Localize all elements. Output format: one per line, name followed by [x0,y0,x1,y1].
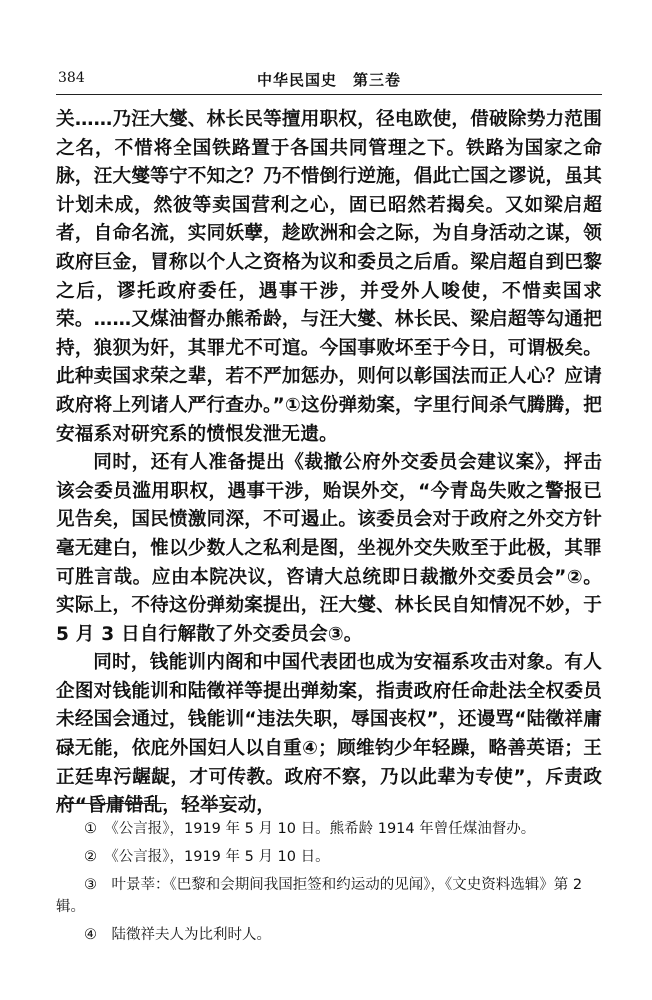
footnote-4: ④ 陆徵祥夫人为比利时人。 [84,927,271,943]
footnote-2: ② 《公言报》，1919 年 5 月 10 日。 [84,849,330,865]
body-text [56,106,602,821]
footnote-rule [56,803,166,804]
page-header [56,64,602,96]
footnotes [56,818,602,952]
header-rule [56,94,602,95]
paragraph-3: 同时，钱能训内阁和中国代表团也成为安福系攻击对象。有人企图对钱能训和陆徵祥等提出弹劾案，指责政府任命赴法全权委员未经国会通过，钱能训“违法失职，辱国丧权”，还谩骂“陆徵祥庸碌无能，依庇外国妇人以自重④；顾维钧少年轻躁，略善英语；王正廷卑污龌龊，才可传教。政府不察，乃以此辈为专使”，斥责政府“昏庸错乱，轻举妄动， [56,652,602,817]
footnote-3: ③ 叶景莘：《巴黎和会期间我国拒签和约运动的见闻》，《文史资料选辑》第 2 辑。 [56,877,583,915]
paragraph-2: 同时，还有人准备提出《裁撤公府外交委员会建议案》，抨击该会委员滥用职权，遇事干涉，贻误外交，“今青岛失败之警报已见告矣，国民愤激同深，不可遏止。该委员会对于政府之外交方针毫无建白，惟以少数人之私利是图，坐视外交失败至于此极，其罪可胜言哉。应由本院决议，咨请大总统即日裁撤外交委员会”②。实际上，不待这份弹劾案提出，汪大燮、林长民自知情况不妙，于 5 月 3 日自行解散了外交委员会③。 [56,452,602,645]
footnote-1: ① 《公言报》，1919 年 5 月 10 日。熊希龄 1914 年曾任煤油督办。 [84,821,536,837]
paragraph-1: 关……乃汪大燮、林长民等擅用职权，径电欧使，借破除势力范围之名，不惜将全国铁路置于各国共同管理之下。铁路为国家之命脉，汪大燮等宁不知之？乃不惜倒行逆施，倡此亡国之谬说，虽其计划未成，然彼等卖国营利之心，固已昭然若揭矣。又如梁启超者，自命名流，实同妖孽，趁欧洲和会之际，为自身活动之谋，领政府巨金，冒称以个人之资格为议和委员之后盾。梁启超自到巴黎之后，谬托政府委任，遇事干涉，并受外人唆使，不惜卖国求荣。……又煤油督办熊希龄，与汪大燮、林长民、梁启超等勾通把持，狼狈为奸，其罪尤不可逭。今国事败坏至于今日，可谓极矣。此种卖国求荣之辈，若不严加惩办，则何以彰国法而正人心？应请政府将上列诸人严行查办。”①这份弹劾案，字里行间杀气腾腾，把安福系对研究系的愤恨发泄无遗。 [56,109,602,445]
page-number: 384 [58,70,85,86]
running-head: 中华民国史 第三卷 [256,71,401,89]
